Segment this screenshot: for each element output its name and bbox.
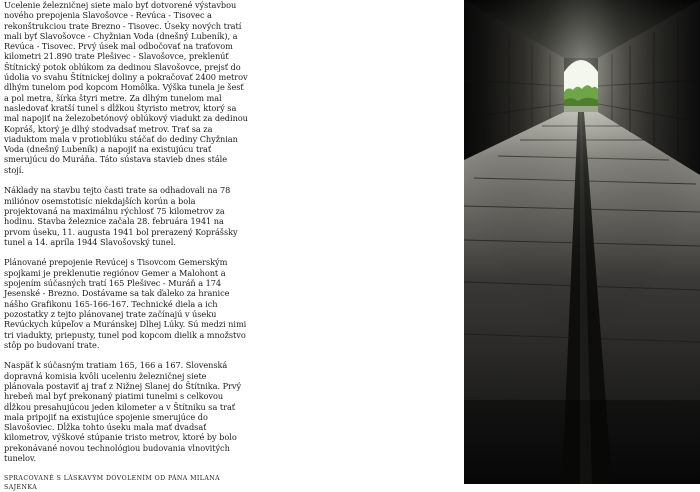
article-text xyxy=(4,0,248,492)
article-paragraph-3: Plánované prepojenie Revúcej s Tisovcom Gemerským spojkami je preklenutie regiónov Gemer a Malohont a spojením súčasných tratí 165 Plešivec - Muráň a 174 Jesenské - Brezno. Dostávame sa tak ďaleko za hranice nášho Grafikonu 165-166-167. Technické diela a ich pozostatky z tejto plánovanej trate začínajú v úseku Revúckych kúpeľov a Muránskej Dlhej Lúky. Sú medzi nimi tri viadukty, priepusty, tunel pod kopcom dielik a množstvo stôp po budovaní trate. xyxy=(4,257,247,350)
article-paragraph-2: Náklady na stavbu tejto časti trate sa odhadovali na 78 miliónov osemstotisíc niekdajších korún a bola projektovaná na maximálnu rýchlosť 75 kilometrov za hodinu. Stavba železnice začala 28. februára 1941 na prvom úseku, 11. augusta 1941 bol prerazený Koprášsky tunel a 14. apríla 1944 Slavošovský tunel. xyxy=(4,185,238,247)
tunnel-photo-image xyxy=(464,0,700,484)
tunnel-photo xyxy=(464,0,700,484)
article-paragraph-1: Ucelenie železničnej siete malo byť dotvorené výstavbou nového prepojenia Slavošovce - Revúca - Tisovec a rekonštrukciou trate Brezno - Tisovec. Úseky nových tratí mali byť Slavošovce - Chyžnian Voda (dnešný Lubeník), a Revúca - Tisovec. Prvý úsek mal odbočovať na traťovom kilometri 21.890 trate Plešivec - Slavošovce, preklenúť Štítnický potok oblúkom za dedinou Slavošovce, prejsť do údolia vo svahu Štítnickej doliny a pokračovať 2400 metrov dlhým tunelom pod kopcom Homôlka. Výška tunela je šesť a pol metra, šírka štyri metre. Za dlhým tunelom mal nasledovať kratší tunel s dĺžkou štyristo metrov, ktorý sa mal napojiť na železobetónový oblúkový viadukt za dedinou Kopráš, ktorý je dlhý stodvadsať metrov. Trať sa za viaduktom mala v protioblúku stáčať do dediny Chyžnian Voda (dnešný Lubeník) a napojiť na existujúcu trať smerujúcu do Muráňa. Táto sústava stavieb dnes stále stojí. xyxy=(4,0,248,175)
photo-credit: SPRACOVANÉ S LÁSKAVÝM DOVOLENÍM OD PÁNA MILANA SAJENKA xyxy=(4,474,221,491)
article-paragraph-4: Naspäť k súčasným tratiam 165, 166 a 167. Slovenská dopravná komisia kvôli uceleniu železničnej siete plánovala postaviť aj trať z Nižnej Slanej do Štítnika. Prvý hrebeň mal byť prekonaný piatimi tunelmi s celkovou dĺžkou presahujúcou jeden kilometer a v Štítniku sa trať mala pripojiť na existujúce spojenie smerujúce do Slavošoviec. Dĺžka tohto úseku mala mať dvadsať kilometrov, výškové stúpanie tristo metrov, ktoré by bolo prekonávané novou technológiou budovania vlnovitých tunelov. xyxy=(4,360,242,464)
